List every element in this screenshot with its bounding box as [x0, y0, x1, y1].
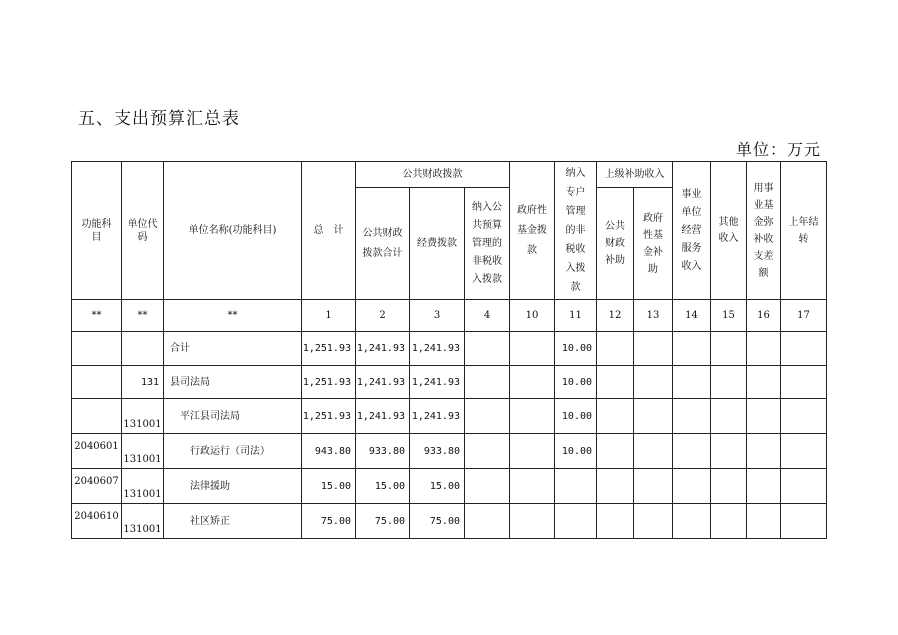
index-cell: 15: [711, 300, 747, 332]
empty-cell: [597, 399, 634, 434]
empty-cell: [711, 366, 747, 399]
index-cell: 16: [747, 300, 781, 332]
public-finance-total-cell: 75.00: [356, 504, 410, 539]
empty-cell: [781, 366, 827, 399]
empty-cell: [781, 434, 827, 469]
header-other-income: 其他收入: [711, 162, 747, 300]
unit-name-cell: 社区矫正: [164, 504, 302, 539]
expenditure-budget-table: [71, 161, 827, 539]
unit-code-cell: 131: [122, 366, 164, 399]
header-unit-name: 单位名称(功能科目): [164, 162, 302, 300]
special-nontax-cell: 10.00: [555, 332, 597, 366]
empty-cell: [510, 504, 555, 539]
empty-cell: [711, 332, 747, 366]
index-cell: 3: [410, 300, 465, 332]
empty-cell: [781, 332, 827, 366]
empty-cell: [711, 434, 747, 469]
header-public-finance: 公共财政拨款: [356, 162, 510, 188]
expense-cell: 933.80: [410, 434, 465, 469]
empty-cell: [747, 469, 781, 504]
index-row: [72, 300, 827, 332]
unit-code-cell: [122, 332, 164, 366]
empty-cell: [510, 366, 555, 399]
header-sub-public-finance: 公共财政补助: [597, 188, 634, 300]
unit-code-cell: 131001: [122, 399, 164, 434]
empty-cell: [465, 434, 510, 469]
empty-cell: [673, 366, 711, 399]
table-row: [72, 332, 827, 366]
func-code-cell: 2040610: [72, 504, 122, 539]
empty-cell: [597, 366, 634, 399]
expense-cell: 15.00: [410, 469, 465, 504]
header-unit-code: 单位代码: [122, 162, 164, 300]
empty-cell: [634, 469, 673, 504]
total-cell: 1,251.93: [302, 332, 356, 366]
header-expense-appropriation: 经费拨款: [410, 188, 465, 300]
empty-cell: [465, 399, 510, 434]
public-finance-total-cell: 933.80: [356, 434, 410, 469]
index-cell: 1: [302, 300, 356, 332]
index-cell: 14: [673, 300, 711, 332]
expense-cell: 1,241.93: [410, 399, 465, 434]
empty-cell: [634, 504, 673, 539]
header-special-nontax: 纳入专户管理的非税收入拨款: [555, 162, 597, 300]
special-nontax-cell: 10.00: [555, 366, 597, 399]
expense-cell: 1,241.93: [410, 332, 465, 366]
empty-cell: [747, 332, 781, 366]
index-cell: 12: [597, 300, 634, 332]
header-gov-fund: 政府性基金拨款: [510, 162, 555, 300]
special-nontax-cell: [555, 504, 597, 539]
unit-name-cell: 县司法局: [164, 366, 302, 399]
empty-cell: [711, 399, 747, 434]
index-cell: **: [122, 300, 164, 332]
unit-name-cell: 合计: [164, 332, 302, 366]
special-nontax-cell: [555, 469, 597, 504]
empty-cell: [597, 469, 634, 504]
func-code-cell: [72, 366, 122, 399]
index-cell: 11: [555, 300, 597, 332]
empty-cell: [465, 469, 510, 504]
header-sub-gov-fund: 政府性基金补助: [634, 188, 673, 300]
index-cell: **: [72, 300, 122, 332]
empty-cell: [673, 469, 711, 504]
header-public-budget-nontax: 纳入公共预算管理的非税收入拨款: [465, 188, 510, 300]
empty-cell: [673, 434, 711, 469]
empty-cell: [747, 434, 781, 469]
func-code-cell: [72, 399, 122, 434]
total-cell: 1,251.93: [302, 399, 356, 434]
expense-cell: 1,241.93: [410, 366, 465, 399]
empty-cell: [634, 366, 673, 399]
empty-cell: [747, 399, 781, 434]
empty-cell: [510, 469, 555, 504]
func-code-cell: 2040601: [72, 434, 122, 469]
empty-cell: [781, 399, 827, 434]
header-last-year: 上年结转: [781, 162, 827, 300]
index-cell: 10: [510, 300, 555, 332]
empty-cell: [711, 504, 747, 539]
public-finance-total-cell: 1,241.93: [356, 399, 410, 434]
empty-cell: [634, 332, 673, 366]
header-func-subject: 功能科目: [72, 162, 122, 300]
empty-cell: [634, 434, 673, 469]
unit-code-cell: 131001: [122, 504, 164, 539]
empty-cell: [597, 434, 634, 469]
header-business-income: 事业单位经营服务收入: [673, 162, 711, 300]
empty-cell: [465, 504, 510, 539]
index-cell: 2: [356, 300, 410, 332]
empty-cell: [673, 332, 711, 366]
total-cell: 75.00: [302, 504, 356, 539]
unit-code-cell: 131001: [122, 434, 164, 469]
header-fund-offset: 用事业基金弥补收支差额: [747, 162, 781, 300]
empty-cell: [510, 332, 555, 366]
empty-cell: [634, 399, 673, 434]
public-finance-total-cell: 1,241.93: [356, 332, 410, 366]
unit-name-cell: 平江县司法局: [164, 399, 302, 434]
expense-cell: 75.00: [410, 504, 465, 539]
empty-cell: [510, 399, 555, 434]
total-cell: 943.80: [302, 434, 356, 469]
unit-name-cell: 行政运行（司法）: [164, 434, 302, 469]
unit-code-cell: 131001: [122, 469, 164, 504]
empty-cell: [781, 469, 827, 504]
empty-cell: [597, 332, 634, 366]
index-cell: 17: [781, 300, 827, 332]
table-row: [72, 399, 827, 434]
public-finance-total-cell: 15.00: [356, 469, 410, 504]
header-total: 总 计: [302, 162, 356, 300]
index-cell: 4: [465, 300, 510, 332]
empty-cell: [711, 469, 747, 504]
header-row: [72, 162, 827, 188]
unit-name-cell: 法律援助: [164, 469, 302, 504]
empty-cell: [673, 504, 711, 539]
empty-cell: [747, 366, 781, 399]
empty-cell: [465, 332, 510, 366]
total-cell: 15.00: [302, 469, 356, 504]
table-row: [72, 366, 827, 399]
func-code-cell: 2040607: [72, 469, 122, 504]
index-cell: 13: [634, 300, 673, 332]
public-finance-total-cell: 1,241.93: [356, 366, 410, 399]
page-title: 五、支出预算汇总表: [78, 109, 240, 129]
unit-label: 单位：万元: [736, 140, 822, 159]
empty-cell: [781, 504, 827, 539]
empty-cell: [673, 399, 711, 434]
total-cell: 1,251.93: [302, 366, 356, 399]
header-superior-subsidy: 上级补助收入: [597, 162, 673, 188]
func-code-cell: [72, 332, 122, 366]
special-nontax-cell: 10.00: [555, 434, 597, 469]
empty-cell: [747, 504, 781, 539]
table-row: [72, 434, 827, 469]
table-row: [72, 469, 827, 504]
index-cell: **: [164, 300, 302, 332]
empty-cell: [597, 504, 634, 539]
empty-cell: [465, 366, 510, 399]
table-row: [72, 504, 827, 539]
empty-cell: [510, 434, 555, 469]
header-public-finance-total: 公共财政拨款合计: [356, 188, 410, 300]
special-nontax-cell: 10.00: [555, 399, 597, 434]
